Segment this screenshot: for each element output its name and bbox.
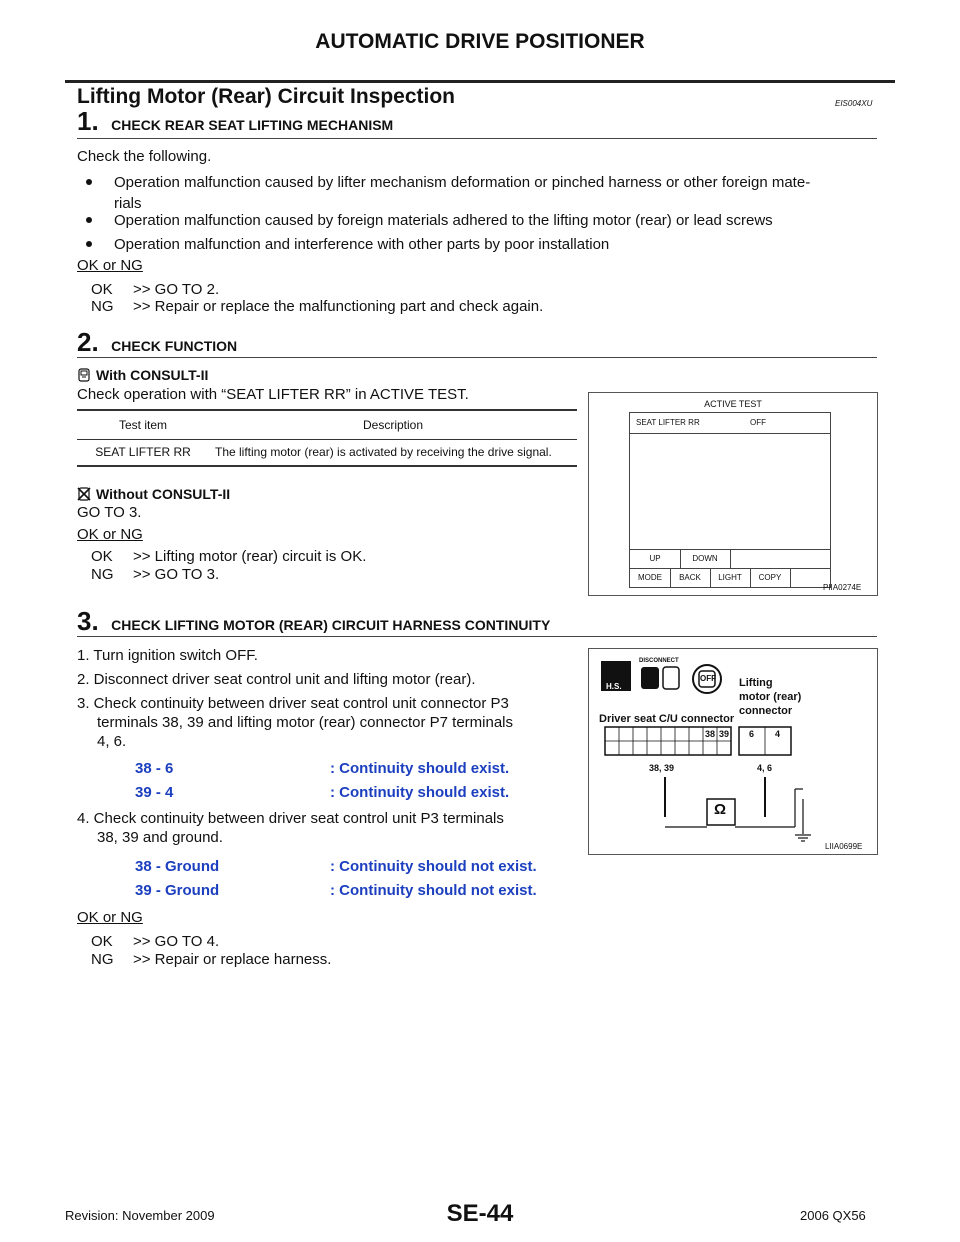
step-1-intro: Check the following. [77, 148, 212, 165]
section-title: Lifting Motor (Rear) Circuit Inspection [77, 85, 455, 108]
consult-tool-icon [77, 368, 91, 382]
figure-code: LIIA0699E [825, 842, 863, 851]
ng-key: NG [91, 951, 114, 968]
with-consult [77, 367, 208, 383]
continuity-spec-b: : Continuity should exist. [330, 784, 510, 801]
down-button[interactable]: DOWN [680, 550, 731, 568]
table-header-test-item: Test item [77, 410, 209, 440]
continuity-spec-a: 39 - Ground [135, 882, 220, 899]
bullet-item [86, 172, 876, 193]
bullet-item [86, 234, 876, 255]
step-1-number: 1. [77, 106, 99, 136]
step-2-title: CHECK FUNCTION [111, 338, 238, 354]
driver-connector-label: Driver seat C/U connector [599, 713, 735, 725]
test-item-table [77, 409, 577, 467]
probe-label-a: 38, 39 [649, 763, 675, 773]
up-button[interactable]: UP [630, 550, 681, 568]
mode-button[interactable]: MODE [630, 568, 671, 587]
step-3-item-4-cont: 38, 39 and ground. [97, 829, 223, 846]
step-2-number: 2. [77, 327, 99, 357]
bullet-dot-icon [86, 241, 92, 247]
nav-button-row [630, 568, 830, 587]
active-test-figure [588, 392, 878, 596]
step-1-title: CHECK REAR SEAT LIFTING MECHANISM [111, 117, 394, 133]
motor-label: motor (rear) [739, 691, 802, 703]
step-2-ok-result [91, 548, 366, 565]
table-cell-test-item: SEAT LIFTER RR [77, 440, 209, 467]
footer-revision: Revision: November 2009 [65, 1208, 215, 1223]
step-1-heading [77, 106, 393, 137]
disconnect-label: DISCONNECT [639, 658, 679, 664]
table-cell-description: The lifting motor (rear) is activated by receiving the drive signal. [209, 440, 577, 467]
ok-key: OK [91, 933, 113, 950]
with-consult-label: With CONSULT-II [96, 367, 209, 383]
ng-key: NG [91, 566, 114, 583]
bullet-text: Operation malfunction and interference with other parts by poor installation [114, 236, 610, 253]
step-2-heading [77, 327, 237, 358]
ok-key: OK [91, 281, 113, 298]
ok-key: OK [91, 548, 113, 565]
ng-value: >> Repair or replace harness. [133, 951, 332, 968]
active-test-value: OFF [750, 418, 766, 427]
active-test-item-row [630, 413, 830, 434]
bullet-item [86, 210, 876, 231]
step-3-ng-result [91, 951, 331, 968]
step-2-ng-result [91, 566, 219, 583]
step-3-number: 3. [77, 606, 99, 636]
section-code: EIS004XU [835, 99, 873, 108]
ng-value: >> GO TO 3. [133, 566, 220, 583]
bullet-text: Operation malfunction caused by foreign materials adhered to the lifting motor (rear) or lead screws [114, 212, 773, 229]
step-1-ok-result [91, 281, 219, 298]
hs-label: H.S. [606, 682, 622, 691]
probe-label-b: 4, 6 [757, 763, 773, 773]
header-rule [65, 80, 895, 83]
ohm-symbol: Ω [714, 801, 727, 818]
up-down-row [630, 549, 830, 569]
bullet-dot-icon [86, 217, 92, 223]
continuity-diagram-figure [588, 648, 878, 855]
without-consult-label: Without CONSULT-II [96, 486, 231, 502]
step-3-item-1: 1. Turn ignition switch OFF. [77, 647, 258, 664]
terminal-38: 38 [705, 729, 716, 739]
terminal-6: 6 [749, 729, 755, 739]
step-3-item-2: 2. Disconnect driver seat control unit and lifting motor (rear). [77, 671, 476, 688]
step-1-rule [77, 138, 877, 139]
step-3-item-3-cont: 4, 6. [97, 733, 127, 750]
with-consult-text: Check operation with “SEAT LIFTER RR” in ACTIVE TEST. [77, 386, 469, 403]
step-2-rule [77, 357, 877, 358]
step-1-ng-result [91, 298, 543, 315]
step-3-item-4: 4. Check continuity between driver seat control unit P3 terminals [77, 810, 504, 827]
continuity-spec-a: 38 - Ground [135, 858, 220, 875]
consult-screen [629, 412, 831, 588]
step-3-item-3: 3. Check continuity between driver seat control unit connector P3 [77, 695, 509, 712]
figure-code: PIIA0274E [823, 583, 862, 592]
continuity-spec-b: : Continuity should exist. [330, 760, 510, 777]
without-consult-text: GO TO 3. [77, 504, 142, 521]
terminal-4: 4 [775, 729, 781, 739]
ng-key: NG [91, 298, 114, 315]
step-3-heading [77, 606, 550, 637]
step-2-okng: OK or NG [77, 526, 143, 543]
no-consult-icon [77, 487, 91, 501]
table-header-description: Description [209, 410, 577, 440]
motor-connector [739, 727, 791, 755]
bullet-text: rials [114, 195, 142, 212]
continuity-spec-a: 38 - 6 [135, 760, 174, 777]
light-button[interactable]: LIGHT [710, 568, 751, 587]
disconnect-icon [641, 667, 679, 689]
continuity-diagram-svg [589, 649, 877, 854]
copy-button[interactable]: COPY [750, 568, 791, 587]
page-number: SE-44 [446, 1200, 514, 1227]
terminal-39: 39 [719, 729, 730, 739]
active-test-item: SEAT LIFTER RR [636, 418, 700, 427]
step-3-ok-result [91, 933, 219, 950]
ok-value: >> GO TO 4. [133, 933, 220, 950]
continuity-spec-a: 39 - 4 [135, 784, 174, 801]
step-1-okng: OK or NG [77, 257, 143, 274]
step-3-title: CHECK LIFTING MOTOR (REAR) CIRCUIT HARNESS CONTINUITY [111, 617, 551, 633]
step-3-item-3-cont: terminals 38, 39 and lifting motor (rear) connector P7 terminals [97, 714, 514, 731]
continuity-spec-b: : Continuity should not exist. [330, 882, 537, 899]
footer-model: 2006 QX56 [800, 1208, 866, 1223]
connector-label: connector [739, 705, 793, 717]
step-3-rule [77, 636, 877, 637]
continuity-spec-b: : Continuity should not exist. [330, 858, 537, 875]
lifting-label: Lifting [739, 677, 773, 689]
active-test-title: ACTIVE TEST [704, 399, 762, 409]
ok-value: >> Lifting motor (rear) circuit is OK. [133, 548, 367, 565]
without-consult [77, 486, 230, 502]
ground-icon [795, 835, 811, 841]
bullet-text: Operation malfunction caused by lifter mechanism deformation or pinched harness or other foreign mate- [114, 174, 811, 191]
ok-value: >> GO TO 2. [133, 281, 220, 298]
page-header-title: AUTOMATIC DRIVE POSITIONER [315, 30, 645, 53]
off-label: OFF [700, 674, 716, 683]
step-3-okng: OK or NG [77, 909, 143, 926]
back-button[interactable]: BACK [670, 568, 711, 587]
bullet-dot-icon [86, 179, 92, 185]
ng-value: >> Repair or replace the malfunctioning part and check again. [133, 298, 544, 315]
